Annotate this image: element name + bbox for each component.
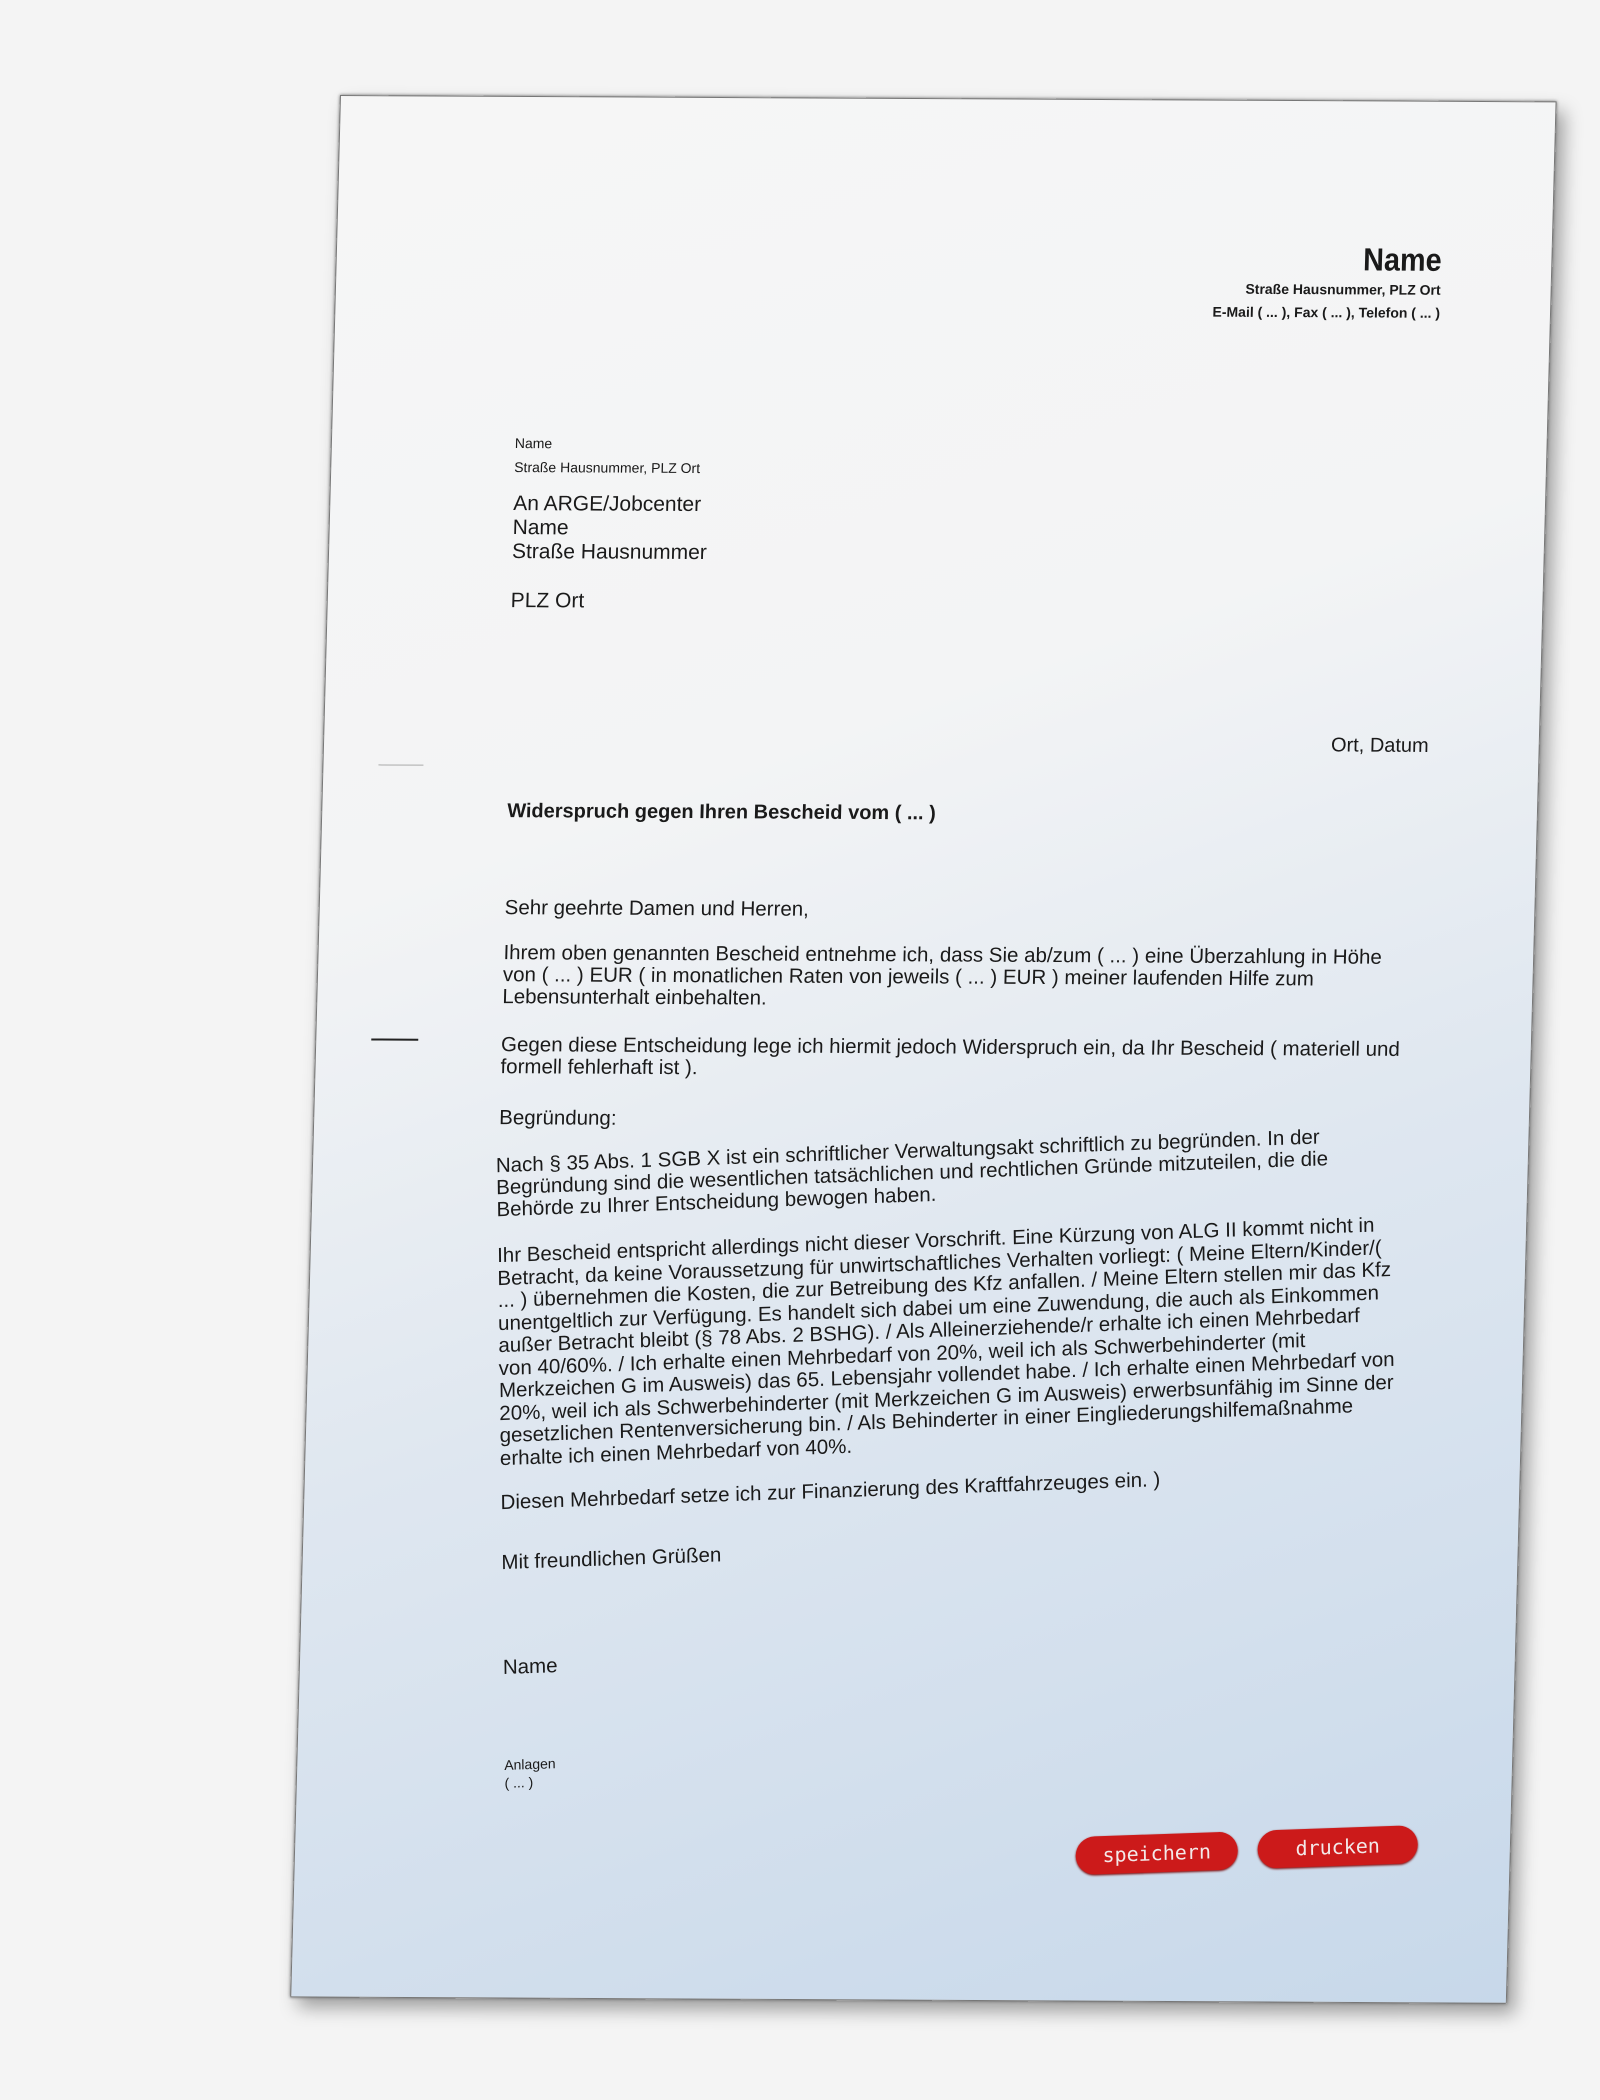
salutation: Sehr geehrte Damen und Herren, <box>504 896 810 921</box>
recipient-line4: PLZ Ort <box>510 589 585 613</box>
paragraph: Ihrem oben genannten Bescheid entnehme ich, dass Sie ab/zum ( ... ) eine Überzahlung in Höhe von ( ... ) EUR ( in monatlichen Raten von jeweils ( ... ) EUR ) meiner laufenden Hilfe zum Lebensunterhalt einbehalten. <box>502 941 1383 1010</box>
closing: Mit freundlichen Grüßen <box>501 1543 722 1575</box>
subject: Widerspruch gegen Ihren Bescheid vom ( ... ) <box>506 800 937 825</box>
letter-page <box>290 95 1556 2004</box>
sender-name: Name <box>514 435 553 452</box>
sender-address: Straße Hausnummer, PLZ Ort <box>514 459 701 477</box>
signature-name: Name <box>502 1654 558 1680</box>
paragraph: Nach § 35 Abs. 1 SGB X ist ein schriftlicher Verwaltungsakt schriftlich zu begründen. In der Begründung sind die wesentlichen tatsächlichen und rechtlichen Gründe mitzuteilen, die die Behörde zu Ihrer Entscheidung bewogen haben. <box>495 1125 1329 1222</box>
attachments-value: ( ... ) <box>504 1773 534 1791</box>
header-address: Straße Hausnummer, PLZ Ort <box>1245 280 1441 298</box>
recipient-line2: Name <box>512 516 569 540</box>
recipient-line1: An ARGE/Jobcenter <box>512 492 702 517</box>
header-name: Name <box>1362 241 1442 278</box>
attachments-label: Anlagen <box>504 1755 556 1773</box>
paragraph: Ihr Bescheid entspricht allerdings nicht dieser Vorschrift. Eine Kürzung von ALG II kommt nicht in Betracht, da keine Voraussetzung für unwirtschaftliches Verhalten vorliegt: ( Meine Eltern/Kinder/( ... ) übernehmen die Kosten, die zur Betreibung des Kfz anfallen. / Meine Eltern stellen mir das Kfz unentgeltlich zur Verfügung. Es handelt sich dabei um eine Zuwendung, die auch als Einkommen außer Betracht bleibt (§ 78 Abs. 2 BSHG). / Als Alleinerziehende/r erhalte ich einen Mehrbedarf von 40/60%. / Ich erhalte einen Mehrbedarf von 20%, weil ich als Schwerbehinderter (mit Merkzeichen G im Ausweis) das 65. Lebensjahr vollendet habe. / Ich erhalte einen Mehrbedarf von 20%, weil ich als Schwerbehinderter (mit Merkzeichen G im Ausweis) erwerbsunfähig im Sinne der gesetzlichen Rentenversicherung bin. / Als Behinderter in einer Eingliederungshilfemaßnahme erhalte ich einen Mehrbedarf von 40%. <box>496 1213 1395 1470</box>
paragraph: Begründung: <box>498 1106 617 1130</box>
save-button[interactable]: speichern <box>1075 1831 1238 1875</box>
recipient-line3: Straße Hausnummer <box>511 540 708 565</box>
paragraph: Diesen Mehrbedarf setze ich zur Finanzierung des Kraftfahrzeuges ein. ) <box>500 1468 1161 1515</box>
header-contact: E-Mail ( ... ), Fax ( ... ), Telefon ( ... ) <box>1212 303 1441 321</box>
place-date: Ort, Datum <box>1330 734 1430 757</box>
print-button[interactable]: drucken <box>1257 1825 1418 1869</box>
paragraph: Gegen diese Entscheidung lege ich hiermit jedoch Widerspruch ein, da Ihr Bescheid ( materiell und formell fehlerhaft ist ). <box>500 1033 1401 1080</box>
